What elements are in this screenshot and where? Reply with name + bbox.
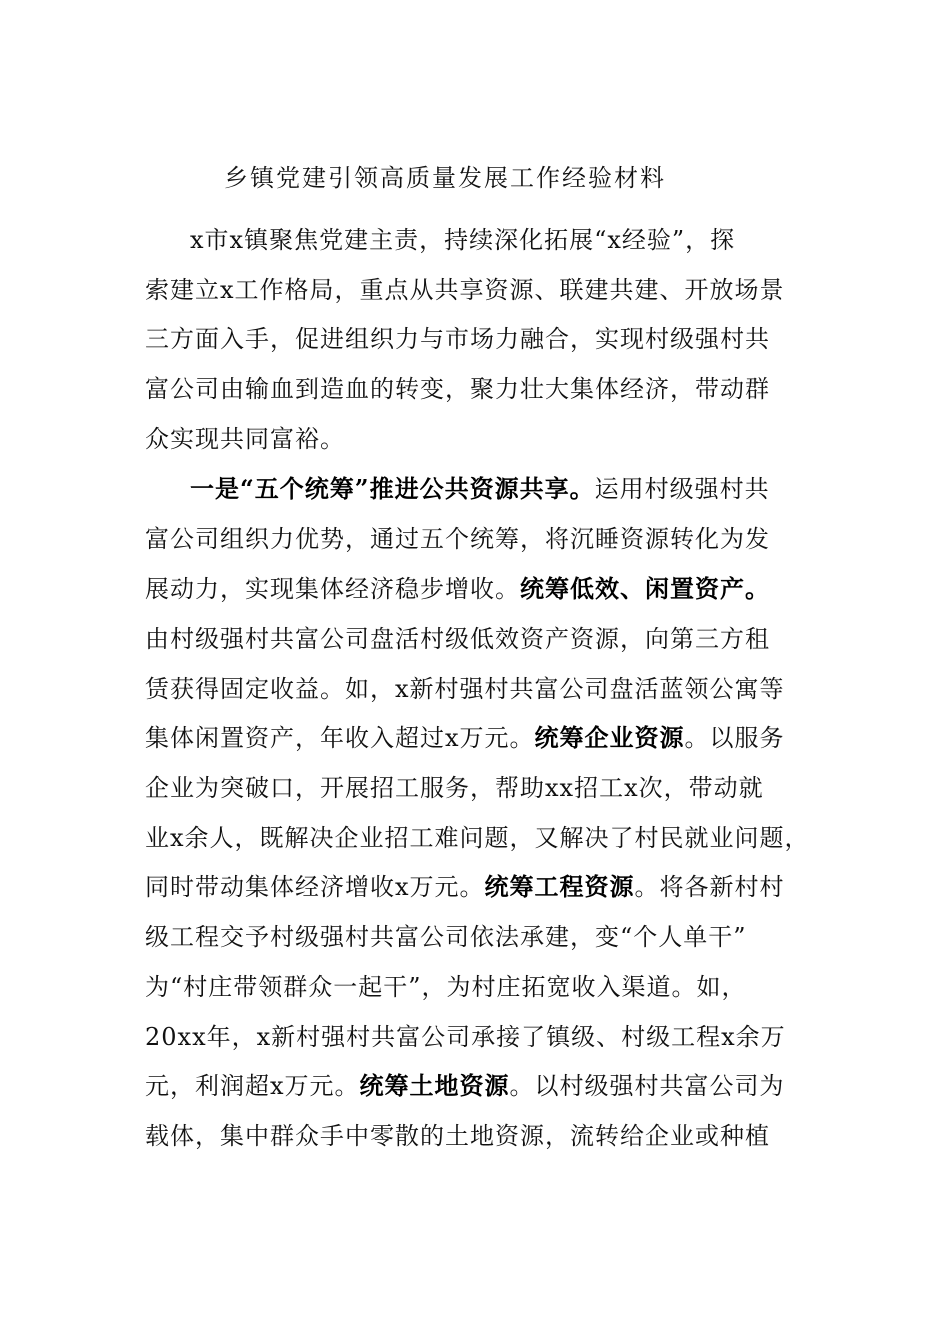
paragraph-line	[145, 421, 345, 457]
line-text: 由村级强村共富公司盘活村级低效资产资源，向第三方租	[145, 625, 770, 653]
line-text: 20xx年，x新村强村共富公司承接了镇级、村级工程x余万	[145, 1023, 786, 1051]
paragraph-line	[145, 770, 764, 806]
bold-heading: 统筹企业资源	[534, 723, 685, 752]
line-text: 众实现共同富裕。	[145, 425, 345, 453]
paragraph-line	[145, 820, 810, 856]
paragraph-line	[145, 371, 770, 407]
line-text: 。将各新村村	[634, 873, 785, 901]
paragraph-line	[145, 571, 770, 607]
paragraph-line	[145, 272, 785, 308]
line-text: 企业为突破口，开展招工服务，帮助xx招工x次，带动就	[145, 774, 764, 802]
paragraph-line	[145, 1019, 786, 1055]
line-text: 展动力，实现集体经济稳步增收。	[145, 575, 520, 603]
paragraph-line	[190, 222, 735, 258]
bold-heading: 统筹土地资源	[359, 1071, 510, 1100]
paragraph-line	[145, 869, 785, 905]
line-text: 级工程交予村级强村共富公司依法承建，变“个人单干”	[145, 923, 747, 951]
line-text: 富公司由输血到造血的转变，聚力壮大集体经济，带动群	[145, 375, 770, 403]
paragraph-line	[145, 521, 770, 557]
paragraph-line	[145, 321, 770, 357]
line-text: 赁获得固定收益。如，x新村强村共富公司盘活蓝领公寓等	[145, 675, 785, 703]
line-text: 同时带动集体经济增收x万元。	[145, 873, 485, 901]
bold-heading: 统筹工程资源	[484, 872, 635, 901]
line-text: 。以村级强村共富公司为	[509, 1072, 785, 1100]
paragraph-line	[190, 471, 770, 507]
paragraph-line	[145, 720, 785, 756]
line-text: 元，利润超x万元。	[145, 1072, 360, 1100]
line-text: 三方面入手，促进组织力与市场力融合，实现村级强村共	[145, 325, 770, 353]
line-text: 载体，集中群众手中零散的土地资源，流转给企业或种植	[145, 1122, 770, 1150]
paragraph-line	[145, 1118, 770, 1154]
line-text: 业x余人，既解决企业招工难问题，又解决了村民就业问题，	[145, 824, 810, 852]
line-text: x市x镇聚焦党建主责，持续深化拓展“x经验”，探	[190, 226, 736, 254]
paragraph-line	[145, 919, 747, 955]
paragraph-line	[145, 969, 747, 1005]
bold-heading: 一是“五个统筹”推进公共资源共享。	[190, 474, 595, 503]
line-text: 富公司组织力优势，通过五个统筹，将沉睡资源转化为发	[145, 525, 770, 553]
line-text: 。以服务	[684, 724, 785, 752]
line-text: 运用村级强村共	[594, 475, 770, 503]
paragraph-line	[145, 621, 770, 657]
bold-heading: 统筹低效、闲置资产。	[520, 574, 770, 603]
document-title: 乡镇党建引领高质量发展工作经验材料	[224, 164, 666, 192]
paragraph-line	[145, 671, 785, 707]
line-text: 索建立x工作格局，重点从共享资源、联建共建、开放场景	[145, 276, 785, 304]
line-text: 集体闲置资产，年收入超过x万元。	[145, 724, 535, 752]
line-text: 为“村庄带领群众一起干”，为村庄拓宽收入渠道。如，	[145, 973, 747, 1001]
paragraph-line	[145, 1068, 785, 1104]
